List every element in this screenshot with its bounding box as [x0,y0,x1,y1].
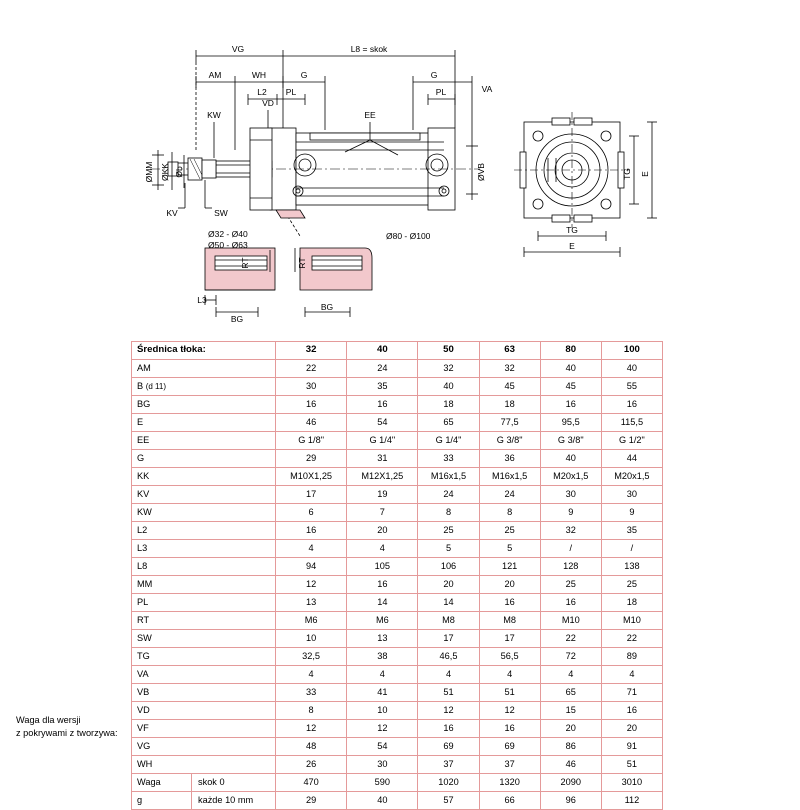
row-value: 20 [601,720,662,738]
table-row [132,432,663,450]
row-value: 5 [479,540,540,558]
row-value: 32 [418,360,479,378]
row-value: 17 [479,630,540,648]
row-value: 24 [418,486,479,504]
row-label: VF [132,720,276,738]
row-value: M8 [418,612,479,630]
weight-row-value: 470 [276,774,347,792]
row-value: 94 [276,558,347,576]
row-value: 18 [479,396,540,414]
row-value: 7 [347,504,418,522]
row-value: G 1/4" [347,432,418,450]
label-kv: KV [166,208,178,218]
table-row [132,738,663,756]
row-value: 32,5 [276,648,347,666]
row-value: M8 [479,612,540,630]
row-label: L3 [132,540,276,558]
row-value: 16 [418,720,479,738]
note-large-bores: Ø80 - Ø100 [386,231,431,241]
row-label: MM [132,576,276,594]
row-value: 29 [276,450,347,468]
row-value: 9 [540,504,601,522]
row-value: M6 [347,612,418,630]
row-value: 24 [479,486,540,504]
row-value: 5 [418,540,479,558]
row-value: 32 [540,522,601,540]
row-value: 40 [601,360,662,378]
row-value: 46,5 [418,648,479,666]
row-value: 86 [540,738,601,756]
row-value: 12 [276,720,347,738]
weight-row-value: 96 [540,792,601,810]
row-value: 69 [418,738,479,756]
table-header-row [132,342,663,360]
row-label: EE [132,432,276,450]
row-value: 22 [276,360,347,378]
row-value: 33 [276,684,347,702]
row-value: / [601,540,662,558]
table-row [132,630,663,648]
table-row [132,594,663,612]
label-pl-left: PL [285,87,297,97]
row-value: 17 [276,486,347,504]
row-value: 95,5 [540,414,601,432]
row-value: 16 [276,522,347,540]
row-value: M10 [601,612,662,630]
row-value: 38 [347,648,418,666]
label-bg-left: BG [230,314,244,324]
row-value: 44 [601,450,662,468]
row-value: 69 [479,738,540,756]
row-value: 4 [418,666,479,684]
row-value: 14 [347,594,418,612]
table-row [132,702,663,720]
row-value: 54 [347,738,418,756]
table-row [132,522,663,540]
row-value: 46 [540,756,601,774]
row-value: G 1/4" [418,432,479,450]
table-header-bore-32: 32 [276,342,347,360]
row-value: 6 [276,504,347,522]
row-value: 48 [276,738,347,756]
row-value: 89 [601,648,662,666]
row-value: 16 [479,594,540,612]
row-value: 4 [601,666,662,684]
technical-drawing [0,0,800,330]
weight-row-value: 590 [347,774,418,792]
row-value: 51 [418,684,479,702]
row-value: 30 [347,756,418,774]
table-header-bore-100: 100 [601,342,662,360]
row-label: E [132,414,276,432]
row-value: 91 [601,738,662,756]
table-row [132,540,663,558]
row-value: 46 [276,414,347,432]
table-row [132,414,663,432]
row-value: 13 [347,630,418,648]
row-value: 19 [347,486,418,504]
row-label: PL [132,594,276,612]
row-label: RT [132,612,276,630]
row-value: 20 [540,720,601,738]
row-value: G 3/8" [479,432,540,450]
weight-row-value: 57 [418,792,479,810]
table-row [132,396,663,414]
row-value: 25 [479,522,540,540]
label-g-left: G [300,70,308,80]
table-row [132,720,663,738]
row-value: 65 [418,414,479,432]
table-row [132,450,663,468]
row-value: 8 [418,504,479,522]
table-header-bore-50: 50 [418,342,479,360]
label-am: AM [208,70,222,80]
row-value: 18 [601,594,662,612]
table-header-title: Średnica tłoka: [132,342,276,360]
row-value: M10X1,25 [276,468,347,486]
row-label: KV [132,486,276,504]
table-row [132,666,663,684]
row-value: 55 [601,378,662,396]
row-value: 12 [276,576,347,594]
note-mid-bores: Ø50 - Ø63 [208,240,248,250]
row-value: 128 [540,558,601,576]
note-small-bores: Ø32 - Ø40 [208,229,248,239]
weight-footnote [16,714,131,741]
row-value: 56,5 [479,648,540,666]
row-value: 45 [540,378,601,396]
row-value: 40 [540,360,601,378]
row-value: 30 [276,378,347,396]
row-value: 9 [601,504,662,522]
weight-row-label: g [132,792,192,810]
label-e-right: E [640,171,650,177]
weight-row-value: 29 [276,792,347,810]
row-value: 40 [540,450,601,468]
label-tg-bottom: TG [566,225,578,235]
row-value: 4 [479,666,540,684]
row-value: 37 [418,756,479,774]
row-label: AM [132,360,276,378]
row-value: 71 [601,684,662,702]
table-row [132,468,663,486]
row-value: 25 [540,576,601,594]
row-value: G 3/8" [540,432,601,450]
row-value: M20x1,5 [601,468,662,486]
label-bg-right: BG [320,302,334,312]
row-value: 4 [347,540,418,558]
row-value: M16x1,5 [479,468,540,486]
row-value: 13 [276,594,347,612]
row-value: 25 [601,576,662,594]
row-value: 8 [276,702,347,720]
label-sw: SW [214,208,228,218]
row-value: 121 [479,558,540,576]
row-value: 24 [347,360,418,378]
label-wh: WH [251,70,267,80]
row-value: 16 [347,396,418,414]
row-value: 16 [601,396,662,414]
spec-table-container [131,341,663,810]
row-value: / [540,540,601,558]
row-value: 30 [601,486,662,504]
weight-row-sublabel: każde 10 mm [192,792,276,810]
row-label: B (d 11) [132,378,276,396]
row-value: 72 [540,648,601,666]
row-value: 105 [347,558,418,576]
row-value: 26 [276,756,347,774]
row-value: 20 [418,576,479,594]
row-value: 51 [601,756,662,774]
label-vb: ØVB [476,163,486,181]
label-vg: VG [231,44,245,54]
row-value: 15 [540,702,601,720]
row-value: 16 [540,594,601,612]
table-row [132,486,663,504]
row-value: 37 [479,756,540,774]
row-value: 12 [347,720,418,738]
label-ee: EE [364,110,376,120]
row-label: KK [132,468,276,486]
row-value: 30 [540,486,601,504]
row-value: 12 [418,702,479,720]
label-b: Øb [174,166,184,178]
row-value: 65 [540,684,601,702]
label-l3: L3 [197,295,207,305]
row-value: 51 [479,684,540,702]
row-value: 35 [601,522,662,540]
row-value: 115,5 [601,414,662,432]
row-value: M10 [540,612,601,630]
row-value: 36 [479,450,540,468]
table-row [132,576,663,594]
weight-footnote-line2: z pokrywami z tworzywa: [16,728,118,739]
label-tg-right: TG [622,168,632,180]
label-vd: VD [262,98,274,108]
label-rt-right: RT [297,257,307,269]
weight-row-value: 40 [347,792,418,810]
row-value: 40 [418,378,479,396]
label-kw: KW [207,110,221,120]
weight-row-value: 2090 [540,774,601,792]
row-value: 16 [347,576,418,594]
row-label: BG [132,396,276,414]
table-header-bore-40: 40 [347,342,418,360]
row-value: 35 [347,378,418,396]
row-value: 10 [276,630,347,648]
table-row-weight [132,792,663,810]
weight-footnote-line1: Waga dla wersji [16,715,81,725]
row-value: G 1/8" [276,432,347,450]
label-rt-left: RT [240,257,250,269]
table-row [132,612,663,630]
row-value: 45 [479,378,540,396]
row-value: M20x1,5 [540,468,601,486]
row-value: 4 [540,666,601,684]
spec-table [131,341,663,810]
weight-row-sublabel: skok 0 [192,774,276,792]
row-value: 16 [540,396,601,414]
label-e-bottom: E [569,241,575,251]
weight-row-value: 1320 [479,774,540,792]
weight-row-value: 66 [479,792,540,810]
row-value: 32 [479,360,540,378]
row-label: VB [132,684,276,702]
row-label: SW [132,630,276,648]
weight-row-value: 3010 [601,774,662,792]
label-kk: ØKK [160,163,170,181]
row-value: M12X1,25 [347,468,418,486]
weight-row-label: Waga [132,774,192,792]
row-value: 17 [418,630,479,648]
row-value: M6 [276,612,347,630]
row-value: 25 [418,522,479,540]
table-row [132,360,663,378]
table-header-bore-63: 63 [479,342,540,360]
table-header-bore-80: 80 [540,342,601,360]
table-row [132,684,663,702]
label-mm: ØMM [144,161,154,183]
row-value: 31 [347,450,418,468]
row-label: G [132,450,276,468]
row-value: 10 [347,702,418,720]
label-g-right: G [430,70,438,80]
row-value: G 1/2" [601,432,662,450]
row-value: 4 [276,666,347,684]
row-value: 20 [479,576,540,594]
table-row [132,378,663,396]
label-l8: L8 = skok [350,44,388,54]
row-value: 20 [347,522,418,540]
row-label: TG [132,648,276,666]
row-value: 16 [601,702,662,720]
row-value: 138 [601,558,662,576]
row-value: 22 [540,630,601,648]
table-row-weight [132,774,663,792]
row-label: WH [132,756,276,774]
row-value: 14 [418,594,479,612]
row-value: 106 [418,558,479,576]
row-label: VG [132,738,276,756]
row-label: L8 [132,558,276,576]
table-row [132,648,663,666]
row-value: 4 [347,666,418,684]
row-value: 4 [276,540,347,558]
row-value: 54 [347,414,418,432]
row-value: 18 [418,396,479,414]
row-value: 16 [479,720,540,738]
row-label: VA [132,666,276,684]
row-label: L2 [132,522,276,540]
row-label: KW [132,504,276,522]
row-value: 16 [276,396,347,414]
label-pl-right: PL [435,87,447,97]
label-l2: L2 [257,87,267,97]
row-value: M16x1,5 [418,468,479,486]
row-value: 33 [418,450,479,468]
weight-row-value: 112 [601,792,662,810]
table-row [132,558,663,576]
table-row [132,504,663,522]
row-value: 22 [601,630,662,648]
label-va: VA [481,84,493,94]
row-value: 41 [347,684,418,702]
row-value: 8 [479,504,540,522]
weight-row-value: 1020 [418,774,479,792]
row-value: 77,5 [479,414,540,432]
row-label: VD [132,702,276,720]
row-value: 12 [479,702,540,720]
table-row [132,756,663,774]
